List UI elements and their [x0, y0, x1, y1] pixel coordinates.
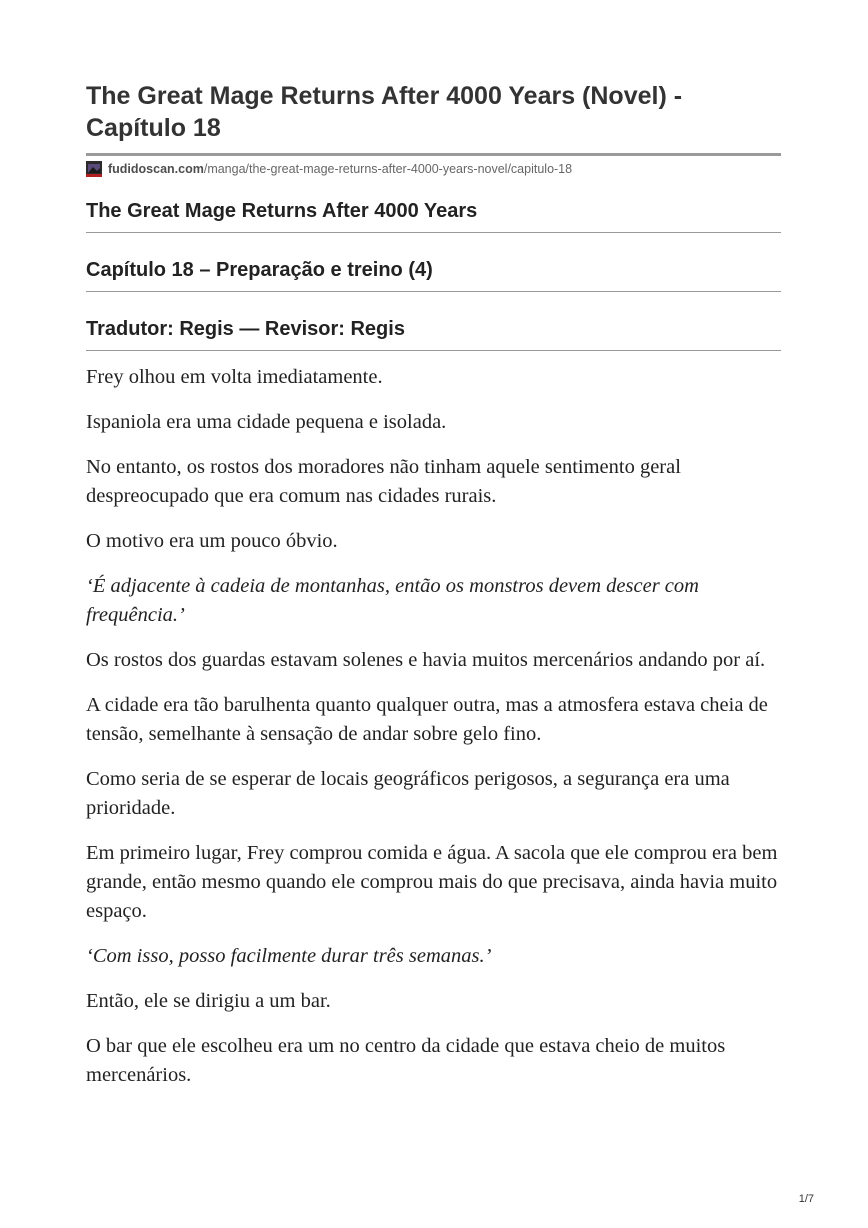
document-title: The Great Mage Returns After 4000 Years (Novel) - Capítulo 18 — [86, 82, 683, 142]
paragraph: Os rostos dos guardas estavam solenes e havia muitos mercenários andando por aí. — [86, 649, 766, 671]
credits-heading: Tradutor: Regis — Revisor: Regis — [86, 318, 405, 340]
paragraph: O bar que ele escolheu era um no centro da cidade que estava cheio de muitos mercenários. — [86, 1035, 726, 1086]
title-divider — [86, 153, 781, 156]
page-number: 1/7 — [798, 1193, 814, 1205]
paragraph: Então, ele se dirigiu a um bar. — [86, 990, 331, 1012]
paragraph: Em primeiro lugar, Frey comprou comida e água. A sacola que ele comprou era bem grande, então mesmo quando ele comprou mais do que precisava, ainda havia muito espaço. — [86, 842, 778, 922]
source-domain: fudidoscan.com — [108, 162, 204, 176]
paragraph: No entanto, os rostos dos moradores não tinham aquele sentimento geral despreocupado que era comum nas cidades rurais. — [86, 456, 681, 507]
paragraph: A cidade era tão barulhenta quanto qualquer outra, mas a atmosfera estava cheia de tensão, semelhante à sensação de andar sobre gelo fino. — [86, 694, 768, 745]
source-url[interactable] — [86, 161, 781, 177]
paragraph: O motivo era um pouco óbvio. — [86, 530, 338, 552]
document-content — [86, 80, 781, 1106]
thought-paragraph: ‘É adjacente à cadeia de montanhas, então os monstros devem descer com frequência.’ — [86, 575, 699, 626]
paragraph: Como seria de se esperar de locais geográficos perigosos, a segurança era uma prioridade. — [86, 768, 730, 819]
chapter-heading: Capítulo 18 – Preparação e treino (4) — [86, 259, 433, 281]
heading-divider — [86, 350, 781, 351]
heading-divider — [86, 232, 781, 233]
paragraph: Ispaniola era uma cidade pequena e isolada. — [86, 411, 447, 433]
chapter-body — [86, 363, 781, 1090]
site-favicon-icon — [86, 161, 102, 177]
heading-divider — [86, 291, 781, 292]
paragraph: Frey olhou em volta imediatamente. — [86, 366, 383, 388]
source-path: /manga/the-great-mage-returns-after-4000-years-novel/capitulo-18 — [203, 162, 573, 176]
thought-paragraph: ‘Com isso, posso facilmente durar três semanas.’ — [86, 945, 492, 967]
novel-title-heading: The Great Mage Returns After 4000 Years — [86, 200, 478, 222]
